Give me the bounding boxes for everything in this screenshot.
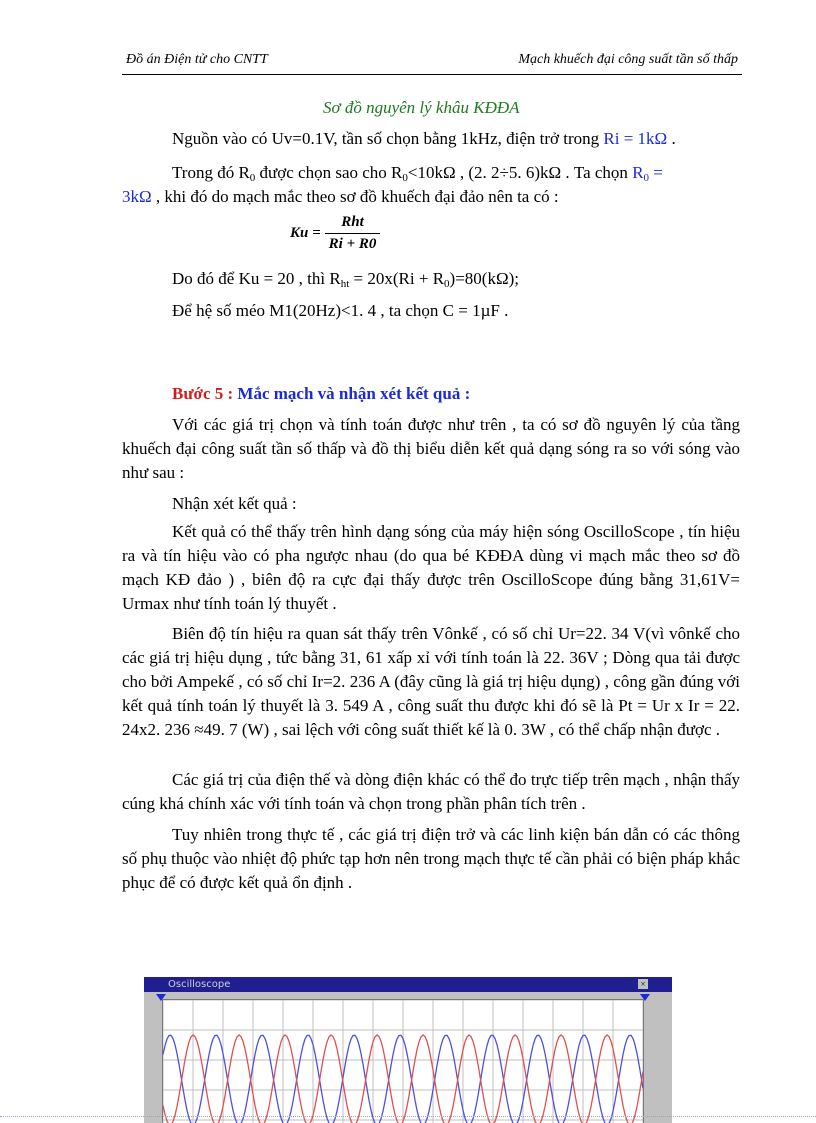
oscilloscope-window <box>144 977 672 1123</box>
step5-heading: Bước 5 : Mắc mạch và nhận xét kết quả : <box>172 384 471 403</box>
oscilloscope-titlebar: Oscilloscope <box>144 977 672 992</box>
header-right: Mạch khuếch đại công suất tần số thấp <box>518 52 738 67</box>
paragraph-accuracy: Các giá trị của điện thế và dòng điện khác có thể đo trực tiếp trên mạch , nhận thấy cúng khá chính xác với tính toán và chọn trong phần phân tích trên . <box>122 770 740 813</box>
paragraph-capacitor: Để hệ số méo M1(20Hz)<1. 4 , ta chọn C = 1µF . <box>172 301 509 320</box>
paragraph-remark-label: Nhận xét kết quả : <box>172 494 297 513</box>
diagram-caption: Sơ đồ nguyên lý khâu KĐĐA <box>323 98 520 117</box>
paragraph-measurement: Biên độ tín hiệu ra quan sát thấy trên Vônkế , có số chỉ Ur=22. 34 V(vì vônkế cho các giá trị hiệu dụng , tức bằng 31, 61 xấp xỉ với tính toán là 22. 36V ; Dòng qua tải được cho bởi Ampekế , có số chỉ Ir=2. 236 A (đây cũng là giá trị hiệu dụng) , công gần đúng với kết quả tính toán lý thuyết là 3. 549 A , công suất thu được khi đó sẽ là Pt = Ur x Ir = 22. 24x2. 236 ≈49. 7 (W) , sai lệch với công suất thiết kế là 0. 3W , có thể chấp nhận được . <box>122 624 740 739</box>
paragraph-r0-line2: 3kΩ , khi đó do mạch mắc theo sơ đồ khuếch đại đảo nên ta có : <box>122 187 559 206</box>
paragraph-practical: Tuy nhiên trong thực tế , các giá trị điện trở và các linh kiện bán dẫn có các thông số phụ thuộc vào nhiệt độ phức tạp hơn nên trong mạch thực tế cần phải có biện pháp khắc phục để có được kết quả ổn định . <box>122 825 740 892</box>
waveform-plot <box>163 1000 643 1123</box>
oscilloscope-screen <box>162 999 644 1123</box>
gain-formula: Ku = $\frac{\text{Rht}}{Ri + R0}$ <box>290 214 380 253</box>
paragraph-step5-intro: Với các giá trị chọn và tính toán được như trên , ta có sơ đồ nguyên lý của tầng khuếch đại công suất tần số thấp và đồ thị biểu diễn kết quả dạng sóng ra so với sóng vào như sau : <box>122 415 740 482</box>
header-left: Đồ án Điện tử cho CNTT <box>126 52 268 67</box>
paragraph-r0-line1: Trong đó $R_0$ được chọn sao cho $R_0<10k\Omega$ , (2. 2÷5. 6)kΩ . Ta chọn $R_0$ = <box>172 163 663 184</box>
page-bottom-border <box>0 1116 816 1117</box>
paragraph-waveform: Kết quả có thể thấy trên hình dạng sóng của máy hiện sóng OscilloScope , tín hiệu ra và tín hiệu vào có pha ngược nhau (do qua bé KĐĐA dùng vi mạch mắc theo sơ đồ mạch KĐ đảo ) , biên độ ra cực đại thấy được trên OscilloScope đúng bằng 31,61V= Urmax như tính toán lý thuyết . <box>122 522 740 613</box>
header-rule <box>122 74 742 75</box>
paragraph-source: Nguồn vào có Uv=0.1V, tần số chọn bằng 1kHz, điện trở trong Ri = 1kΩ . <box>172 129 676 148</box>
close-icon[interactable]: × <box>638 979 648 989</box>
paragraph-rht: Do đó để Ku = 20 , thì $R_{ht} = 20x(Ri + R_0)=80(k\Omega)$; <box>172 269 519 290</box>
